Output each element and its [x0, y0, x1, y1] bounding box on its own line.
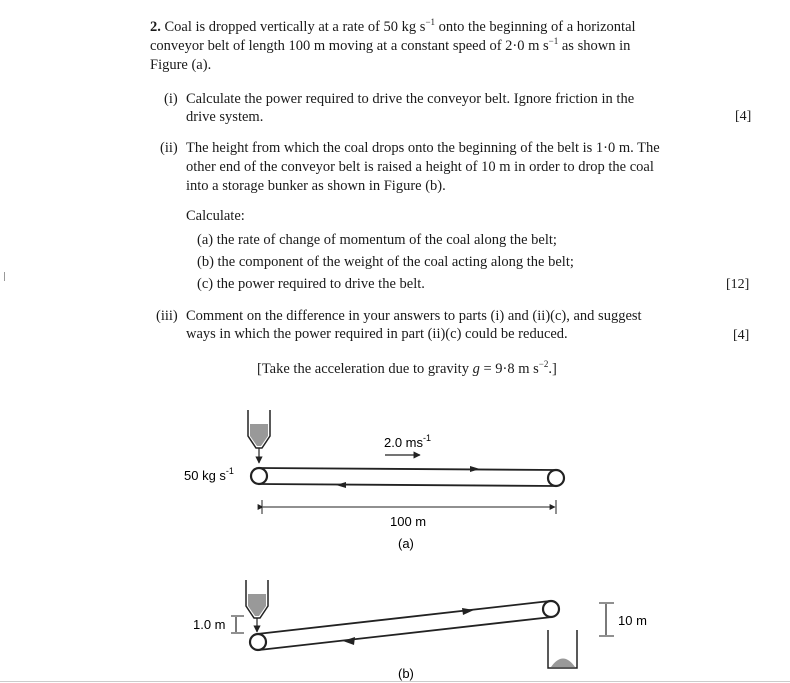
part-i-label: (i) [164, 91, 178, 107]
part-ii-label: (ii) [160, 140, 178, 156]
bottom-rule [0, 681, 790, 682]
intro-text-2: conveyor belt of length 100 m moving at a constant speed of 2·0 m s [150, 38, 549, 54]
part-ii-a: (a) the rate of change of momentum of the coal along the belt; [197, 232, 557, 248]
conveyor-belt-a [251, 466, 564, 488]
storage-bunker-b [548, 630, 577, 668]
part-ii-line-1: The height from which the coal drops onto the beginning of the belt is 1·0 m. The [186, 140, 660, 156]
part-ii-marks: [12] [726, 277, 750, 292]
pulley-right-b [543, 601, 559, 617]
caption-a: (a) [398, 536, 414, 551]
drop-height-label-b: 1.0 m [193, 617, 226, 632]
height-label-b: 10 m [618, 613, 647, 628]
question-number: 2. [150, 19, 161, 35]
intro-text-1-end: onto the beginning of a horizontal [435, 19, 636, 35]
hopper-b [246, 580, 268, 632]
conveyor-belt-b [250, 601, 559, 650]
part-i-marks: [4] [735, 109, 752, 124]
part-iii-label: (iii) [156, 308, 178, 324]
intro-text-2-end: as shown in [558, 38, 631, 54]
rate-label-a: 50 kg $s^{-1}$ [184, 466, 234, 483]
part-ii-b: (b) the component of the weight of the coal acting along the belt; [197, 254, 574, 270]
intro-sup-1: −1 [425, 17, 436, 27]
hopper-a [248, 410, 270, 463]
part-ii-line-2: other end of the conveyor belt is raised a height of 10 m in order to drop the coal [186, 159, 654, 175]
part-iii-marks: [4] [733, 328, 750, 343]
part-ii-line-3: into a storage bunker as shown in Figure (b). [186, 178, 446, 194]
speed-label-a: 2.0 $ms^{-1}$ [384, 433, 432, 450]
figure-b [193, 580, 647, 681]
intro-text-1: Coal is dropped vertically at a rate of 50 kg s [164, 19, 426, 35]
intro-sup-2: −1 [548, 36, 559, 46]
caption-b: (b) [398, 666, 414, 681]
question-intro-line-3: Figure (a). [150, 57, 212, 73]
part-ii-calculate: Calculate: [186, 208, 245, 224]
part-i-line-1: Calculate the power required to drive the conveyor belt. Ignore friction in the [186, 91, 635, 107]
pulley-left-a [251, 468, 267, 484]
figure-a [184, 410, 564, 551]
given-post: .] [548, 361, 557, 377]
given-g-symbol: g [472, 361, 480, 377]
pulley-left-b [250, 634, 266, 650]
length-label-a: 100 m [390, 514, 427, 529]
given-mid: = 9·8 m s [479, 361, 539, 377]
part-i-line-2: drive system. [186, 109, 264, 125]
given-pre: [Take the acceleration due to gravity [257, 361, 473, 377]
part-iii-line-1: Comment on the difference in your answers to parts (i) and (ii)(c), and suggest [186, 308, 642, 324]
part-iii-line-2: ways in which the power required in part (ii)(c) could be reduced. [186, 326, 568, 342]
pulley-right-a [548, 470, 564, 486]
part-ii-c: (c) the power required to drive the belt. [197, 276, 425, 292]
given-sup: −2 [538, 359, 549, 369]
